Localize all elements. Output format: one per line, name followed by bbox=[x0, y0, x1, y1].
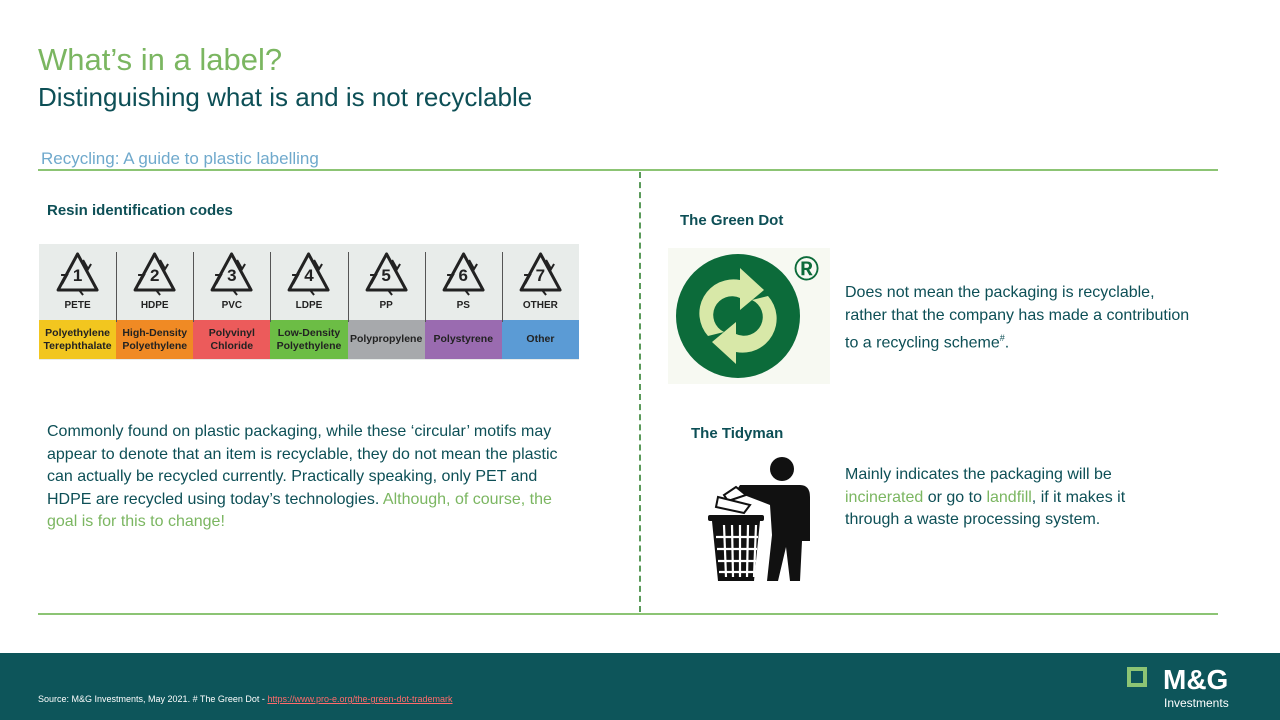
column-divider bbox=[639, 172, 641, 612]
resin-number: 5 bbox=[381, 266, 391, 285]
resin-code-label: PETE bbox=[64, 300, 91, 311]
tidyman-incinerated: incinerated bbox=[845, 488, 924, 506]
green-dot-logo bbox=[668, 248, 830, 384]
resin-code-other bbox=[502, 244, 579, 360]
resin-divider bbox=[502, 252, 503, 322]
bottom-divider bbox=[38, 613, 1218, 615]
resin-divider bbox=[348, 252, 349, 322]
section-label: Recycling: A guide to plastic labelling bbox=[41, 149, 319, 168]
green-dot-heading: The Green Dot bbox=[680, 212, 784, 229]
tidyman-landfill: landfill bbox=[986, 488, 1032, 506]
resin-goal-text: Although, of course, the goal is for this to change! bbox=[47, 490, 552, 530]
mg-logo: M&G bbox=[1163, 664, 1229, 695]
resin-number: 6 bbox=[458, 266, 468, 285]
top-divider bbox=[38, 169, 1218, 171]
tidyman-text-1: Mainly indicates the packaging will be bbox=[845, 466, 1112, 483]
mg-logo-square-icon bbox=[1127, 667, 1147, 687]
resin-number: 3 bbox=[227, 266, 237, 285]
resin-code-label: OTHER bbox=[522, 300, 558, 311]
resin-code-label: HDPE bbox=[140, 300, 169, 311]
green-dot-description bbox=[845, 282, 1190, 355]
source-text: Source: M&G Investments, May 2021. # The Green Dot - bbox=[38, 694, 268, 704]
resin-name-label: Polypropylene bbox=[348, 320, 425, 359]
resin-divider bbox=[193, 252, 194, 322]
resin-name-label: Polyethylene Terephthalate bbox=[39, 320, 116, 359]
tidyman-icon bbox=[704, 455, 814, 585]
tidyman-logo bbox=[704, 455, 814, 585]
green-dot-text: Does not mean the packaging is recyclable, rather that the company has made a contribution to a recycling scheme bbox=[845, 284, 1190, 352]
resin-code-label: PVC bbox=[221, 300, 243, 311]
resin-description bbox=[47, 421, 567, 534]
resin-code-ldpe bbox=[270, 244, 347, 360]
resin-code-label: PP bbox=[379, 300, 393, 311]
resin-name-label: High-Density Polyethylene bbox=[116, 320, 193, 359]
resin-code-ps bbox=[425, 244, 502, 360]
tidyman-heading: The Tidyman bbox=[691, 425, 784, 442]
resin-description-text: Commonly found on plastic packaging, while these ‘circular’ motifs may appear to denote that an item is recyclable, they do not mean the plastic can actually be recycled currently. Practically speaking, only PET and HDPE are recycled using today’s technologies. bbox=[47, 423, 558, 508]
resin-codes-table bbox=[39, 244, 579, 360]
tidyman-text-3: , if it makes it through a waste processing system. bbox=[845, 488, 1126, 528]
slide-title: What’s in a label? bbox=[38, 42, 283, 77]
resin-number: 7 bbox=[535, 266, 546, 285]
resin-code-label: LDPE bbox=[295, 300, 323, 311]
registered-mark: ® bbox=[794, 250, 820, 288]
resin-divider bbox=[116, 252, 117, 322]
resin-code-pp bbox=[348, 244, 425, 360]
resin-number: 4 bbox=[304, 266, 314, 285]
tidyman-description bbox=[845, 464, 1175, 532]
resin-divider bbox=[270, 252, 271, 322]
resin-name-label: Other bbox=[502, 320, 579, 359]
resin-code-pete bbox=[39, 244, 116, 360]
tidyman-text-2: or go to bbox=[923, 488, 987, 506]
resin-code-hdpe bbox=[116, 244, 193, 360]
resin-name-label: Polyvinyl Chloride bbox=[193, 320, 270, 359]
green-dot-link[interactable]: https://www.pro-e.org/the-green-dot-trademark bbox=[267, 694, 453, 704]
green-dot-end: . bbox=[1004, 334, 1010, 352]
resin-code-label: PS bbox=[456, 300, 470, 311]
resin-number: 2 bbox=[149, 266, 160, 285]
resin-name-label: Low-Density Polyethylene bbox=[270, 320, 347, 359]
slide-subtitle: Distinguishing what is and is not recyclable bbox=[38, 82, 533, 112]
footer-source bbox=[38, 694, 453, 704]
footnote-mark: # bbox=[999, 333, 1005, 343]
resin-divider bbox=[425, 252, 426, 322]
footer-bar bbox=[0, 653, 1280, 720]
resin-heading: Resin identification codes bbox=[47, 202, 233, 219]
resin-number: 1 bbox=[72, 266, 83, 285]
mg-logo-subtitle: Investments bbox=[1164, 696, 1229, 710]
resin-name-label: Polystyrene bbox=[425, 320, 502, 359]
resin-code-pvc bbox=[193, 244, 270, 360]
